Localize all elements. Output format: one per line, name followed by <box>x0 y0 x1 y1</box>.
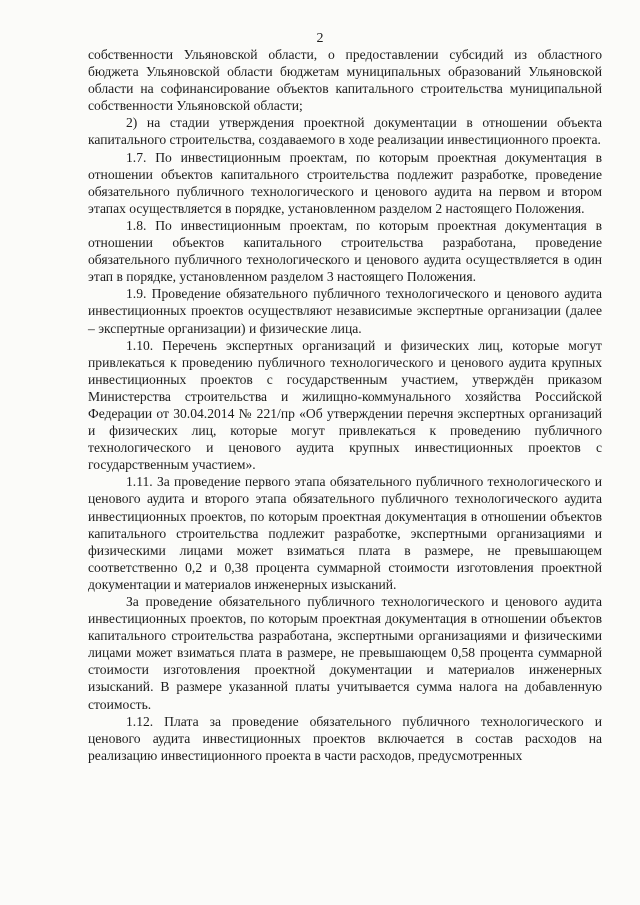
page-number: 2 <box>316 31 324 46</box>
paragraph-1-7: 1.7. По инвестиционным проектам, по которым проектная документация в отношении объектов капитального строительства подлежит разработке, проведение обязательного публичного технологического и ценового аудита на первом и втором этапах осуществляется в порядке, установленном разделом 2 настоящего Положения. <box>88 149 602 216</box>
paragraph-1-8: 1.8. По инвестиционным проектам, по которым проектная документация в отношении объектов капитального строительства разработана, проведение обязательного публичного технологического и ценового аудита осуществляется в один этап в порядке, установленном разделом 3 настоящего Положения. <box>88 217 602 285</box>
paragraph-continuation: собственности Ульяновской области, о предоставлении субсидий из областного бюджета Ульяновской области бюджетам муниципальных образований Ульяновской области на софинансирование объектов капитального строительства муниципальной собственности Ульяновской области; <box>88 47 602 114</box>
document-body <box>88 46 602 764</box>
paragraph-1-12: 1.12. Плата за проведение обязательного публичного технологического и ценового аудита инвестиционных проектов включается в состав расходов на реализацию инвестиционного проекта в части расходов, предусмотренных <box>88 713 602 763</box>
paragraph-1-9: 1.9. Проведение обязательного публичного технологического и ценового аудита инвестиционных проектов осуществляют независимые экспертные организации (далее – экспертные организации) и физические лица. <box>88 286 602 336</box>
paragraph-1-11: 1.11. За проведение первого этапа обязательного публичного технологического и ценового аудита и второго этапа обязательного публичного технологического аудита инвестиционных проектов, по которым проектная документация в отношении объектов капитального строительства подлежит разработке, экспертными организациями и физическими лицами может взиматься плата в размере, не превышающем соответственно 0,2 и 0,38 процента суммарной стоимости изготовления проектной документации и материалов инженерных изысканий. <box>88 474 602 592</box>
paragraph-1-11-fee: За проведение обязательного публичного технологического и ценового аудита инвестиционных проектов, по которым проектная документация в отношении объектов капитального строительства разработана, экспертными организациями и физическими лицами может взиматься плата в размере, не превышающем 0,58 процента суммарной стоимости изготовления проектной документации и материалов инженерных изысканий. В размере указанной платы учитывается сумма налога на добавленную стоимость. <box>88 594 602 712</box>
paragraph-item-2: 2) на стадии утверждения проектной документации в отношении объекта капитального строительства, создаваемого в ходе реализации инвестиционного проекта. <box>88 115 602 148</box>
paragraph-1-10: 1.10. Перечень экспертных организаций и физических лиц, которые могут привлекаться к проведению публичного технологического и ценового аудита крупных инвестиционных проектов с государственным участием, утверждён приказом Министерства строительства и жилищно-коммунального хозяйства Российской Федерации от 30.04.2014 № 221/пр «Об утверждении перечня экспертных организаций и физических лиц, которые могут привлекаться к проведению публичного технологического и ценового аудита крупных инвестиционных проектов с государственным участием». <box>88 337 602 473</box>
